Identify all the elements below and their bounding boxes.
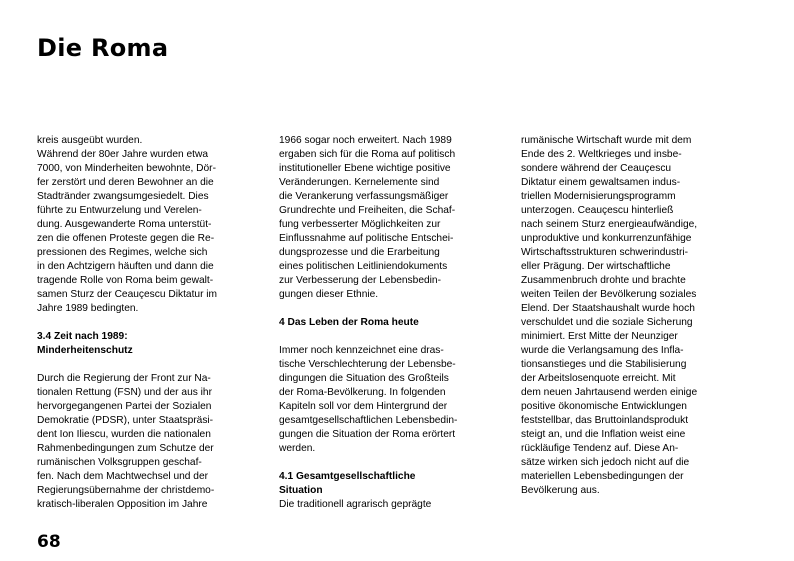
- text-line: 4.1 Gesamtgesellschaftliche: [279, 471, 416, 482]
- paragraph-spacer: [279, 302, 497, 316]
- page-title: Die Roma: [37, 34, 169, 62]
- text-line: Immer noch kennzeichnet eine dras-: [279, 345, 444, 356]
- text-line: Wirtschaftsstrukturen schwerindustri-: [521, 247, 689, 258]
- text-line: die Verankerung verfassungsmäßiger: [279, 191, 449, 202]
- text-line: fung verbesserter Möglichkeiten zur: [279, 219, 441, 230]
- text-line: eines politischen Leitliniendokuments: [279, 261, 448, 272]
- section-heading: [279, 470, 497, 498]
- text-line: materiellen Lebensbedingungen der: [521, 471, 684, 482]
- text-line: nach seinem Sturz energieaufwändige,: [521, 219, 698, 230]
- section-heading: [37, 330, 255, 358]
- text-line: dung. Ausgewanderte Roma unterstüt-: [37, 219, 212, 230]
- text-line: sätze wirken sich jedoch nicht auf die: [521, 457, 690, 468]
- text-line: fen. Nach dem Machtwechsel und der: [37, 471, 209, 482]
- text-line: triellen Modernisierungsprogramm: [521, 191, 676, 202]
- section-heading: [279, 316, 497, 330]
- body-paragraph: [37, 372, 255, 512]
- text-line: 1966 sogar noch erweitert. Nach 1989: [279, 135, 452, 146]
- text-line: positive ökonomische Entwicklungen: [521, 401, 687, 412]
- text-line: tionsanstieges und die Stabilisierung: [521, 359, 687, 370]
- text-line: Ende des 2. Weltkrieges und insbe-: [521, 149, 682, 160]
- text-line: Diktatur einem gewaltsamen indus-: [521, 177, 681, 188]
- text-line: weiten Teilen der Bevölkerung soziales: [521, 289, 697, 300]
- text-line: ergaben sich für die Roma auf politisch: [279, 149, 456, 160]
- text-line: rumänische Wirtschaft wurde mit dem: [521, 135, 692, 146]
- paragraph-spacer: [279, 456, 497, 470]
- text-line: rückläufige Tendenz auf. Diese An-: [521, 443, 679, 454]
- text-line: tische Verschlechterung der Lebensbe-: [279, 359, 456, 370]
- text-line: Situation: [279, 485, 323, 496]
- text-line: Regierungsübernahme der christdemo-: [37, 485, 215, 496]
- text-line: rumänischen Volksgruppen geschaf-: [37, 457, 202, 468]
- text-line: wurde die Verlangsamung des Infla-: [521, 345, 684, 356]
- text-line: samen Sturz der Ceauçescu Diktatur im: [37, 289, 218, 300]
- paragraph-spacer: [37, 316, 255, 330]
- text-line: pressionen des Regimes, welche sich: [37, 247, 208, 258]
- text-line: dem neuen Jahrtausend werden einige: [521, 387, 698, 398]
- text-line: dungsprozesse und die Erarbeitung: [279, 247, 440, 258]
- text-line: 7000, von Minderheiten bewohnte, Dör-: [37, 163, 216, 174]
- text-line: 3.4 Zeit nach 1989:: [37, 331, 128, 342]
- body-paragraph: [521, 134, 739, 498]
- text-line: Jahre 1989 bedingten.: [37, 303, 139, 314]
- text-line: Stadtränder zwangsumgesiedelt. Dies: [37, 191, 209, 202]
- text-line: Zusammenbruch drohte und brachte: [521, 275, 686, 286]
- text-line: institutioneller Ebene wichtige positive: [279, 163, 451, 174]
- text-line: der Roma-Bevölkerung. In folgenden: [279, 387, 446, 398]
- text-line: 4 Das Leben der Roma heute: [279, 317, 419, 328]
- text-line: minimiert. Erst Mitte der Neunziger: [521, 331, 678, 342]
- text-line: gungen die Situation der Roma erörtert: [279, 429, 456, 440]
- text-line: unterzogen. Ceauçescu hinterließ: [521, 205, 674, 216]
- text-line: sondere während der Ceauçescu: [521, 163, 672, 174]
- text-line: tragende Rolle von Roma beim gewalt-: [37, 275, 214, 286]
- text-line: Während der 80er Jahre wurden etwa: [37, 149, 209, 160]
- text-line: hervorgegangenen Partei der Sozialen: [37, 401, 212, 412]
- body-paragraph: [37, 134, 255, 316]
- text-line: eller Prägung. Der wirtschaftliche: [521, 261, 671, 272]
- text-column-1: [37, 134, 255, 512]
- text-line: Durch die Regierung der Front zur Na-: [37, 373, 211, 384]
- text-line: Minderheitenschutz: [37, 345, 133, 356]
- text-line: führte zu Entwurzelung und Verelen-: [37, 205, 202, 216]
- text-line: Bevölkerung aus.: [521, 485, 600, 496]
- text-line: zen die offenen Proteste gegen die Re-: [37, 233, 215, 244]
- text-line: dingungen die Situation des Großteils: [279, 373, 449, 384]
- text-line: dent Ion Iliescu, wurden die nationalen: [37, 429, 211, 440]
- text-line: gungen dieser Ethnie.: [279, 289, 379, 300]
- text-line: Einflussnahme auf politische Entschei-: [279, 233, 454, 244]
- paragraph-spacer: [37, 358, 255, 372]
- text-line: Demokratie (PDSR), unter Staatspräsi-: [37, 415, 214, 426]
- text-line: Grundrechte und Freiheiten, die Schaf-: [279, 205, 456, 216]
- text-line: fer zerstört und deren Bewohner an die: [37, 177, 214, 188]
- text-line: unproduktive und konkurrenzunfähige: [521, 233, 692, 244]
- page-number: 68: [37, 532, 61, 552]
- text-line: der Arbeitslosenquote erreicht. Mit: [521, 373, 676, 384]
- paragraph-spacer: [279, 330, 497, 344]
- text-line: Die traditionell agrarisch geprägte: [279, 499, 432, 510]
- text-line: feststellbar, das Bruttoinlandsprodukt: [521, 415, 689, 426]
- text-line: gesamtgesellschaftlichen Lebensbedin-: [279, 415, 458, 426]
- body-paragraph: [279, 134, 497, 302]
- text-line: kratisch-liberalen Opposition im Jahre: [37, 499, 208, 510]
- text-line: Rahmenbedingungen zum Schutze der: [37, 443, 214, 454]
- text-line: in den Achtzigern häuften und dann die: [37, 261, 214, 272]
- body-paragraph: [279, 344, 497, 456]
- text-line: Veränderungen. Kernelemente sind: [279, 177, 440, 188]
- text-line: kreis ausgeübt wurden.: [37, 135, 143, 146]
- text-line: Kapiteln soll vor dem Hintergrund der: [279, 401, 448, 412]
- text-line: verschuldet und die soziale Sicherung: [521, 317, 693, 328]
- text-line: tionalen Rettung (FSN) und der aus ihr: [37, 387, 212, 398]
- text-line: steigt an, und die Inflation weist eine: [521, 429, 686, 440]
- text-line: Elend. Der Staatshaushalt wurde hoch: [521, 303, 695, 314]
- body-paragraph: [279, 498, 497, 512]
- text-line: werden.: [279, 443, 316, 454]
- text-line: zur Verbesserung der Lebensbedin-: [279, 275, 441, 286]
- text-column-2: [279, 134, 497, 512]
- text-column-3: [521, 134, 739, 498]
